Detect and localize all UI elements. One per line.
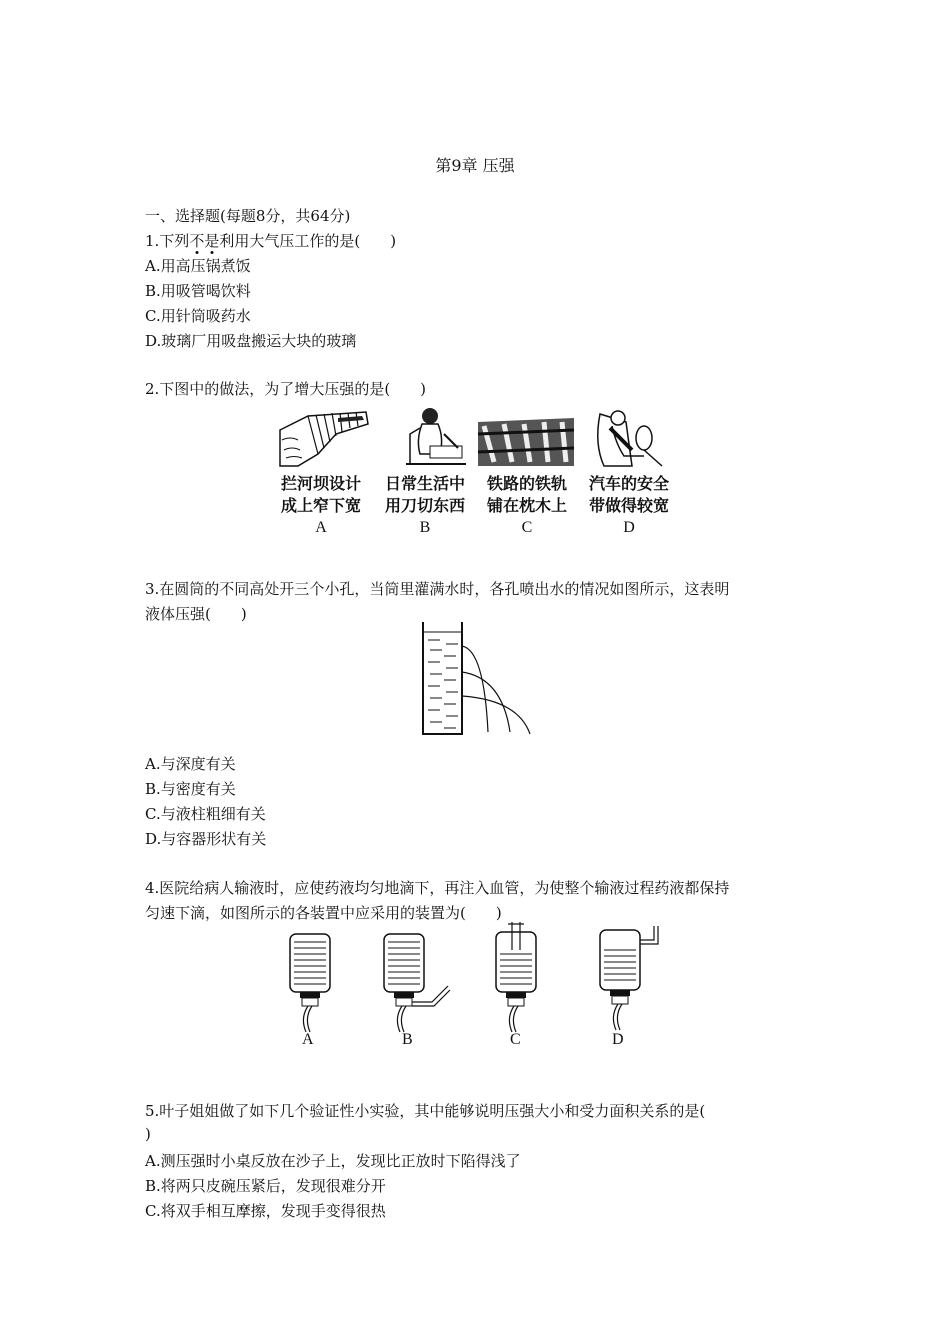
q3-cylinder-diagram <box>418 620 534 738</box>
q2-caption-c-line1: 铁路的铁轨 <box>486 474 567 493</box>
q5-stem-line2: ) <box>145 1125 151 1143</box>
q2-caption-a <box>266 473 376 539</box>
q2-seatbelt-image <box>592 404 668 468</box>
q5-stem-line1: 5.叶子姐姐做了如下几个验证性小实验，其中能够说明压强大小和受力面积关系的是( <box>145 1102 706 1120</box>
q2-caption-b-line2: 用刀切东西 <box>384 496 465 515</box>
q2-letter-a: A <box>315 519 327 536</box>
q3-option-b: B.与密度有关 <box>145 780 236 798</box>
chapter-title: 第9章 压强 <box>435 156 515 175</box>
q1-emphasis-char-1: 不 <box>189 232 205 250</box>
q4-stem-line2: 匀速下滴，如图所示的各装置中应采用的装置为( ) <box>145 904 502 922</box>
q2-caption-b <box>370 473 480 539</box>
q2-rail-image <box>476 416 576 468</box>
q5-option-a: A.测压强时小桌反放在沙子上，发现比正放时下陷得浅了 <box>145 1152 521 1170</box>
q1-stem-end: 利用大气压工作的是( ) <box>219 232 397 250</box>
q2-caption-d-line2: 带做得较宽 <box>588 496 669 515</box>
q4-bottle-d <box>596 922 664 1034</box>
q4-letter-b: B <box>402 1031 413 1048</box>
q2-caption-c-line2: 铺在枕木上 <box>486 496 567 515</box>
q2-stem: 2.下图中的做法，为了增大压强的是( ) <box>145 380 427 398</box>
q1-stem-start: 1.下列 <box>145 232 190 250</box>
q2-caption-b-line1: 日常生活中 <box>384 474 465 493</box>
q3-option-c: C.与液柱粗细有关 <box>145 805 266 823</box>
q1-emphasis-char-2: 是 <box>204 232 220 250</box>
q1-option-d: D.玻璃厂用吸盘搬运大块的玻璃 <box>145 332 357 350</box>
q4-stem-line1: 4.医院给病人输液时，应使药液均匀地滴下，再注入血管，为使整个输液过程药液都保持 <box>145 879 730 897</box>
q2-letter-b: B <box>419 519 431 536</box>
q5-option-b: B.将两只皮碗压紧后，发现很难分开 <box>145 1177 386 1195</box>
q1-option-c: C.用针筒吸药水 <box>145 307 251 325</box>
q2-letter-c: C <box>521 519 533 536</box>
q3-stem-line2: 液体压强( ) <box>145 605 247 623</box>
q2-caption-a-line2: 成上窄下宽 <box>280 496 361 515</box>
q2-caption-d-line1: 汽车的安全 <box>588 474 669 493</box>
q3-option-d: D.与容器形状有关 <box>145 830 267 848</box>
q1-option-b: B.用吸管喝饮料 <box>145 282 251 300</box>
q2-dam-image <box>278 410 370 468</box>
q4-bottle-b <box>380 928 454 1034</box>
section-heading: 一、选择题(每题8分，共64分) <box>145 207 351 225</box>
q2-caption-c <box>472 473 582 539</box>
q2-letter-d: D <box>623 519 635 536</box>
q3-stem-line1: 3.在圆筒的不同高处开三个小孔，当筒里灌满水时，各孔喷出水的情况如图所示，这表明 <box>145 580 730 598</box>
q4-letter-d: D <box>612 1031 624 1048</box>
q3-option-a: A.与深度有关 <box>145 755 236 773</box>
q5-option-c: C.将双手相互摩擦，发现手变得很热 <box>145 1202 386 1220</box>
q2-knife-image <box>400 404 470 468</box>
q4-letter-a: A <box>302 1031 314 1048</box>
q1-option-a: A.用高压锅煮饭 <box>145 257 251 275</box>
q2-caption-a-line1: 拦河坝设计 <box>280 474 361 493</box>
q4-bottle-a <box>286 928 338 1034</box>
q1-stem <box>145 230 396 251</box>
q4-bottle-c <box>492 920 544 1034</box>
q2-caption-d <box>574 473 684 539</box>
q4-letter-c: C <box>510 1031 521 1048</box>
